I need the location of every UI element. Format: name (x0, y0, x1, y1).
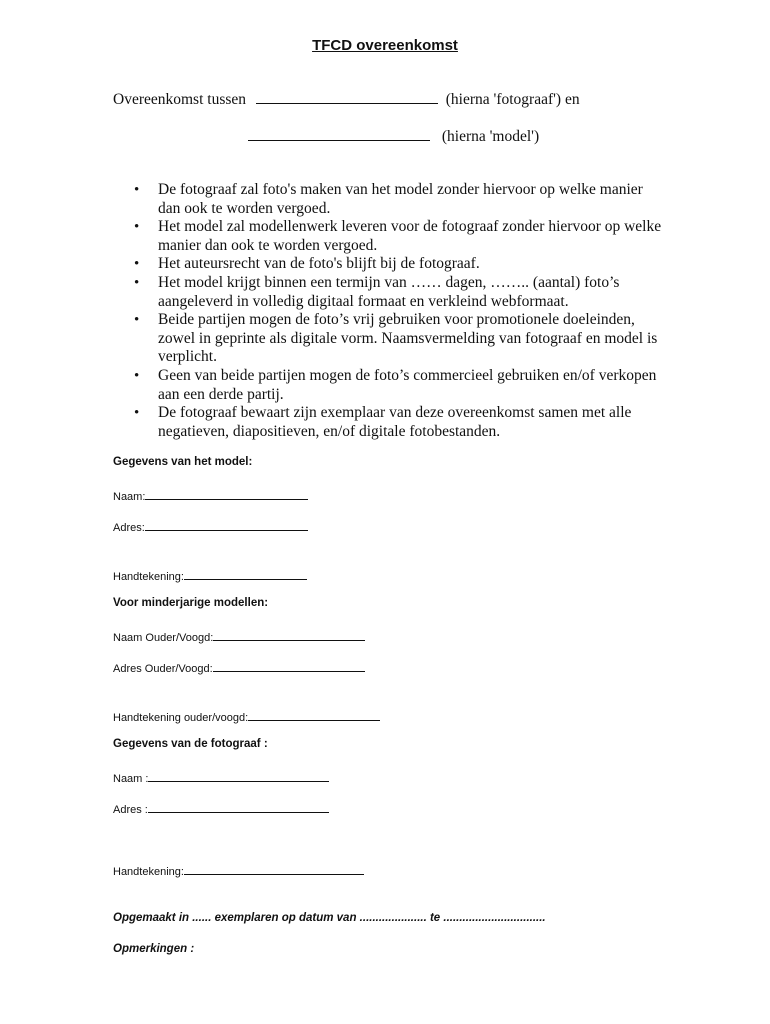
photographer-signature-row (113, 862, 364, 878)
guardian-name-label: Naam Ouder/Voogd: (113, 632, 214, 644)
party-photographer-row (113, 91, 580, 109)
minor-section-heading: Voor minderjarige modellen: (113, 597, 269, 609)
photographer-name-label: Naam : (113, 773, 149, 785)
model-party-blank[interactable] (248, 128, 430, 141)
model-signature-row (113, 567, 307, 583)
model-suffix: (hierna 'model') (441, 128, 540, 145)
model-address-row (113, 518, 308, 534)
model-address-field[interactable] (145, 518, 308, 531)
guardian-signature-label: Handtekening ouder/voogd: (113, 712, 249, 724)
clause-item: • Het auteursrecht van de foto's blijft bij de fotograaf. (128, 255, 668, 274)
clause-list (128, 181, 668, 441)
remarks-label: Opmerkingen : (113, 943, 195, 955)
photographer-address-field[interactable] (148, 800, 329, 813)
guardian-address-field[interactable] (213, 659, 365, 672)
clause-item: • De fotograaf zal foto's maken van het model zonder hiervoor op welke manier dan ook te worden vergoed. (128, 181, 668, 218)
guardian-name-field[interactable] (213, 628, 365, 641)
model-section-heading: Gegevens van het model: (113, 456, 253, 468)
photographer-name-field[interactable] (148, 769, 329, 782)
model-address-label: Adres: (113, 522, 145, 534)
clause-item: • De fotograaf bewaart zijn exemplaar van deze overeenkomst samen met alle negatieven, diapositieven, en/of digitale fotobestanden. (128, 404, 668, 441)
photographer-section-heading: Gegevens van de fotograaf : (113, 738, 268, 750)
intro-label: Overeenkomst tussen (113, 91, 247, 108)
guardian-signature-row (113, 708, 380, 724)
model-signature-field[interactable] (184, 567, 307, 580)
drafted-line: Opgemaakt in ...... exemplaren op datum van ..................... te ................................ (113, 912, 546, 924)
photographer-address-label: Adres : (113, 804, 148, 816)
document-title: TFCD overeenkomst (312, 37, 458, 54)
clause-item: • Geen van beide partijen mogen de foto’s commercieel gebruiken en/of verkopen aan een derde partij. (128, 367, 668, 404)
party-model-row (248, 128, 539, 146)
model-name-field[interactable] (145, 487, 308, 500)
clause-item: • Beide partijen mogen de foto’s vrij gebruiken voor promotionele doeleinden, zowel in geprinte als digitale vorm. Naamsvermelding van fotograaf en model is verplicht. (128, 311, 668, 367)
guardian-address-label: Adres Ouder/Voogd: (113, 663, 213, 675)
photographer-signature-label: Handtekening: (113, 866, 184, 878)
guardian-address-row (113, 659, 365, 675)
photographer-address-row (113, 800, 329, 816)
model-name-row (113, 487, 308, 503)
photographer-suffix: (hierna 'fotograaf') en (445, 91, 580, 108)
model-name-label: Naam: (113, 491, 146, 503)
photographer-party-blank[interactable] (256, 91, 438, 104)
clause-item: • Het model zal modellenwerk leveren voor de fotograaf zonder hiervoor op welke manier dan ook te worden vergoed. (128, 218, 668, 255)
photographer-name-row (113, 769, 329, 785)
guardian-signature-field[interactable] (248, 708, 380, 721)
model-signature-label: Handtekening: (113, 571, 184, 583)
clause-item: • Het model krijgt binnen een termijn van …… dagen, …….. (aantal) foto’s aangeleverd in volledig digitaal formaat en verkleind webformaat. (128, 274, 668, 311)
guardian-name-row (113, 628, 365, 644)
photographer-signature-field[interactable] (184, 862, 364, 875)
